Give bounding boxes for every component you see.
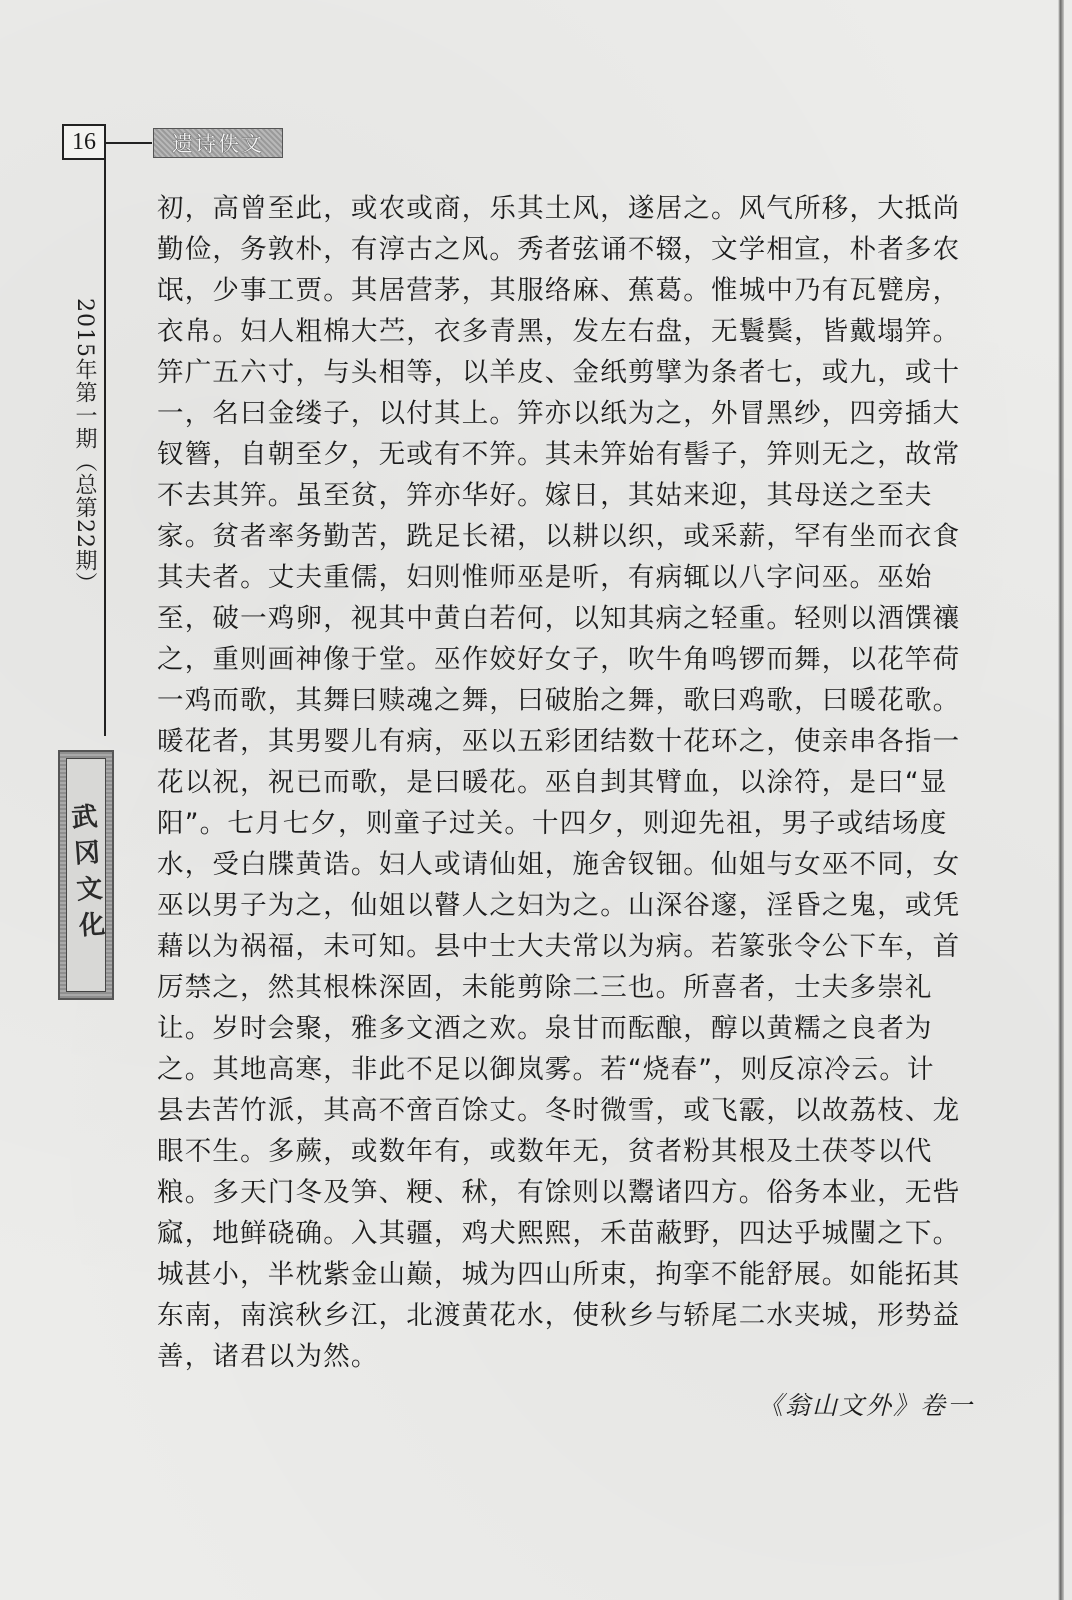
text-line: 家。贫者率务勤苦，跣足长裙，以耕以织，或采薪，罕有坐而衣食 bbox=[157, 521, 961, 552]
text-line: 水，受白牒黄诰。妇人或请仙姐，施舍钗钿。仙姐与女巫不同，女 bbox=[157, 849, 961, 880]
text-line: 勤俭，务敦朴，有淳古之风。秀者弦诵不辍，文学相宣，朴者多农 bbox=[157, 234, 961, 265]
text-line: 不去其笄。虽至贫，笄亦华好。嫁日，其姑来迎，其母送之至夫 bbox=[157, 480, 933, 511]
cartouche-calligraphy: 武冈文化 bbox=[65, 802, 106, 948]
text-line: 阳”。七月七夕，则童子过关。十四夕，则迎先祖，男子或结场度 bbox=[157, 808, 948, 839]
section-label: 遗诗佚文 bbox=[153, 128, 283, 158]
page-edge-shadow bbox=[1058, 0, 1064, 1600]
text-line: 之。其地高寒，非此不足以御岚雾。若“烧春”，则反凉冷云。计 bbox=[157, 1054, 935, 1085]
margin-rule bbox=[104, 158, 106, 736]
text-line: 粮。多天门冬及笋、粳、秫，有馀则以鬻诸四方。俗务本业，无呰 bbox=[157, 1177, 961, 1208]
text-line: 藉以为祸福，未可知。县中士大夫常以为病。若篆张令公下车，首 bbox=[157, 931, 961, 962]
text-line: 巫以男子为之，仙姐以瞽人之妇为之。山深谷邃，淫昏之鬼，或凭 bbox=[157, 890, 961, 921]
text-line: 之，重则画神像于堂。巫作姣好女子，吹牛角鸣锣而舞，以花竿荷 bbox=[157, 644, 961, 675]
text-line: 东南，南滨秋乡江，北渡黄花水，使秋乡与轿尾二水夹城，形势益 bbox=[157, 1300, 961, 1331]
header-rule bbox=[106, 142, 152, 144]
journal-cartouche bbox=[58, 750, 114, 1000]
text-line: 善，诸君以为然。 bbox=[157, 1341, 379, 1372]
source-citation: 《翁山文外》卷一 bbox=[757, 1391, 974, 1420]
text-line: 至，破一鸡卵，视其中黄白若何，以知其病之轻重。轻则以酒馔禳 bbox=[157, 603, 961, 634]
text-line: 厉禁之，然其根株深固，未能剪除二三也。所喜者，士夫多崇礼 bbox=[157, 972, 933, 1003]
text-line: 一鸡而歌，其舞曰赎魂之舞，曰破胎之舞，歌曰鸡歌，曰暖花歌。 bbox=[157, 685, 961, 716]
text-line: 花以祝，祝已而歌，是曰暖花。巫自刲其臂血，以涂符，是曰“显 bbox=[157, 767, 948, 798]
text-line: 一，名曰金缕子，以付其上。笄亦以纸为之，外冒黑纱，四旁插大 bbox=[157, 398, 961, 429]
text-line: 氓，少事工贾。其居营茅，其服络麻、蕉葛。惟城中乃有瓦甓房， bbox=[157, 275, 961, 306]
text-line: 眼不生。多蕨，或数年有，或数年无，贫者粉其根及土茯苓以代 bbox=[157, 1136, 933, 1167]
text-line: 暖花者，其男婴儿有病，巫以五彩团结数十花环之，使亲串各指一 bbox=[157, 726, 961, 757]
text-line: 笄广五六寸，与头相等，以羊皮、金纸剪擘为条者七，或九，或十 bbox=[157, 357, 961, 388]
text-line: 县去苦竹派，其高不啻百馀丈。冬时微雪，或飞霰，以故荔枝、龙 bbox=[157, 1095, 961, 1126]
text-line: 钗簪，自朝至夕，无或有不笄。其未笄始有髻子，笄则无之，故常 bbox=[157, 439, 961, 470]
cartouche-panel bbox=[66, 758, 106, 992]
issue-info: 2015年第一期（总第22期） bbox=[72, 298, 97, 595]
article-body bbox=[157, 188, 977, 1377]
text-line: 其夫者。丈夫重儒，妇则惟师巫是听，有病辄以八字问巫。巫始 bbox=[157, 562, 933, 593]
text-line: 让。岁时会聚，雅多文酒之欢。泉甘而酝酿，醇以黄糯之良者为 bbox=[157, 1013, 933, 1044]
text-line: 窳，地鲜硗确。入其疆，鸡犬熙熙，禾苗蔽野，四达乎城闉之下。 bbox=[157, 1218, 961, 1249]
page-number: 16 bbox=[62, 124, 106, 160]
text-line: 衣帛。妇人粗棉大苎，衣多青黑，发左右盘，无鬟鬓，皆戴塌笄。 bbox=[157, 316, 961, 347]
text-line: 初，高曾至此，或农或商，乐其土风，遂居之。风气所移，大抵尚 bbox=[157, 193, 961, 224]
text-line: 城甚小，半枕紫金山巅，城为四山所束，拘挛不能舒展。如能拓其 bbox=[157, 1259, 961, 1290]
